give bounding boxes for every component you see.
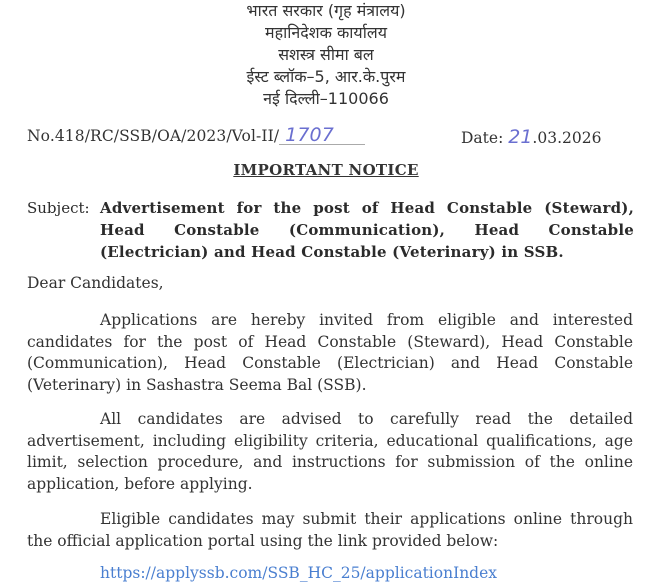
letterhead-line-force: सशस्त्र सीमा बल [278,45,374,64]
subject-label: Subject: [27,199,90,217]
paragraph-invitation: Applications are hereby invited from eligible and interested candidates for the post of Head Constable (Steward), Head Constable (Communication), Head Constable (Electrician) and Head Constable (Veterinary) in Sashastra Seema Bal (SSB). [27,311,633,394]
application-portal-link[interactable]: https://applyssb.com/SSB_HC_25/applicationIndex [100,564,498,582]
letterhead-line-address: ईस्ट ब्लॉक–5, आर.के.पुरम [246,67,406,86]
letterhead-line-ministry: भारत सरकार (गृह मंत्रालय) [246,1,406,20]
reference-number-prefix: No.418/RC/SSB/OA/2023/Vol-II/ [27,127,280,145]
reference-number-handwritten: 1707 [279,126,365,145]
paragraph-advisory: All candidates are advised to carefully read the detailed advertisement, including eligibility criteria, educational qualifications, age limit, selection procedure, and instructions for submission of the online application, before applying. [27,410,633,493]
reference-row [27,124,637,148]
letterhead [0,0,652,110]
date-day-handwritten: 21 [508,126,533,148]
notice-title: IMPORTANT NOTICE [233,161,419,179]
salutation: Dear Candidates, [27,274,164,292]
paragraph-portal: Eligible candidates may submit their applications online through the official application portal using the link provided below: [27,510,633,550]
reference-number [27,126,365,145]
subject-text: Advertisement for the post of Head Constable (Steward), Head Constable (Communication), Head Constable (Electrician) and Head Constable (Veterinary) in SSB. [100,199,634,261]
date [461,126,601,148]
letterhead-line-city: नई दिल्ली–110066 [263,89,389,108]
date-label: Date: [461,129,504,147]
date-rest: .03.2026 [532,129,602,147]
letterhead-line-office: महानिदेशक कार्यालय [265,23,387,42]
